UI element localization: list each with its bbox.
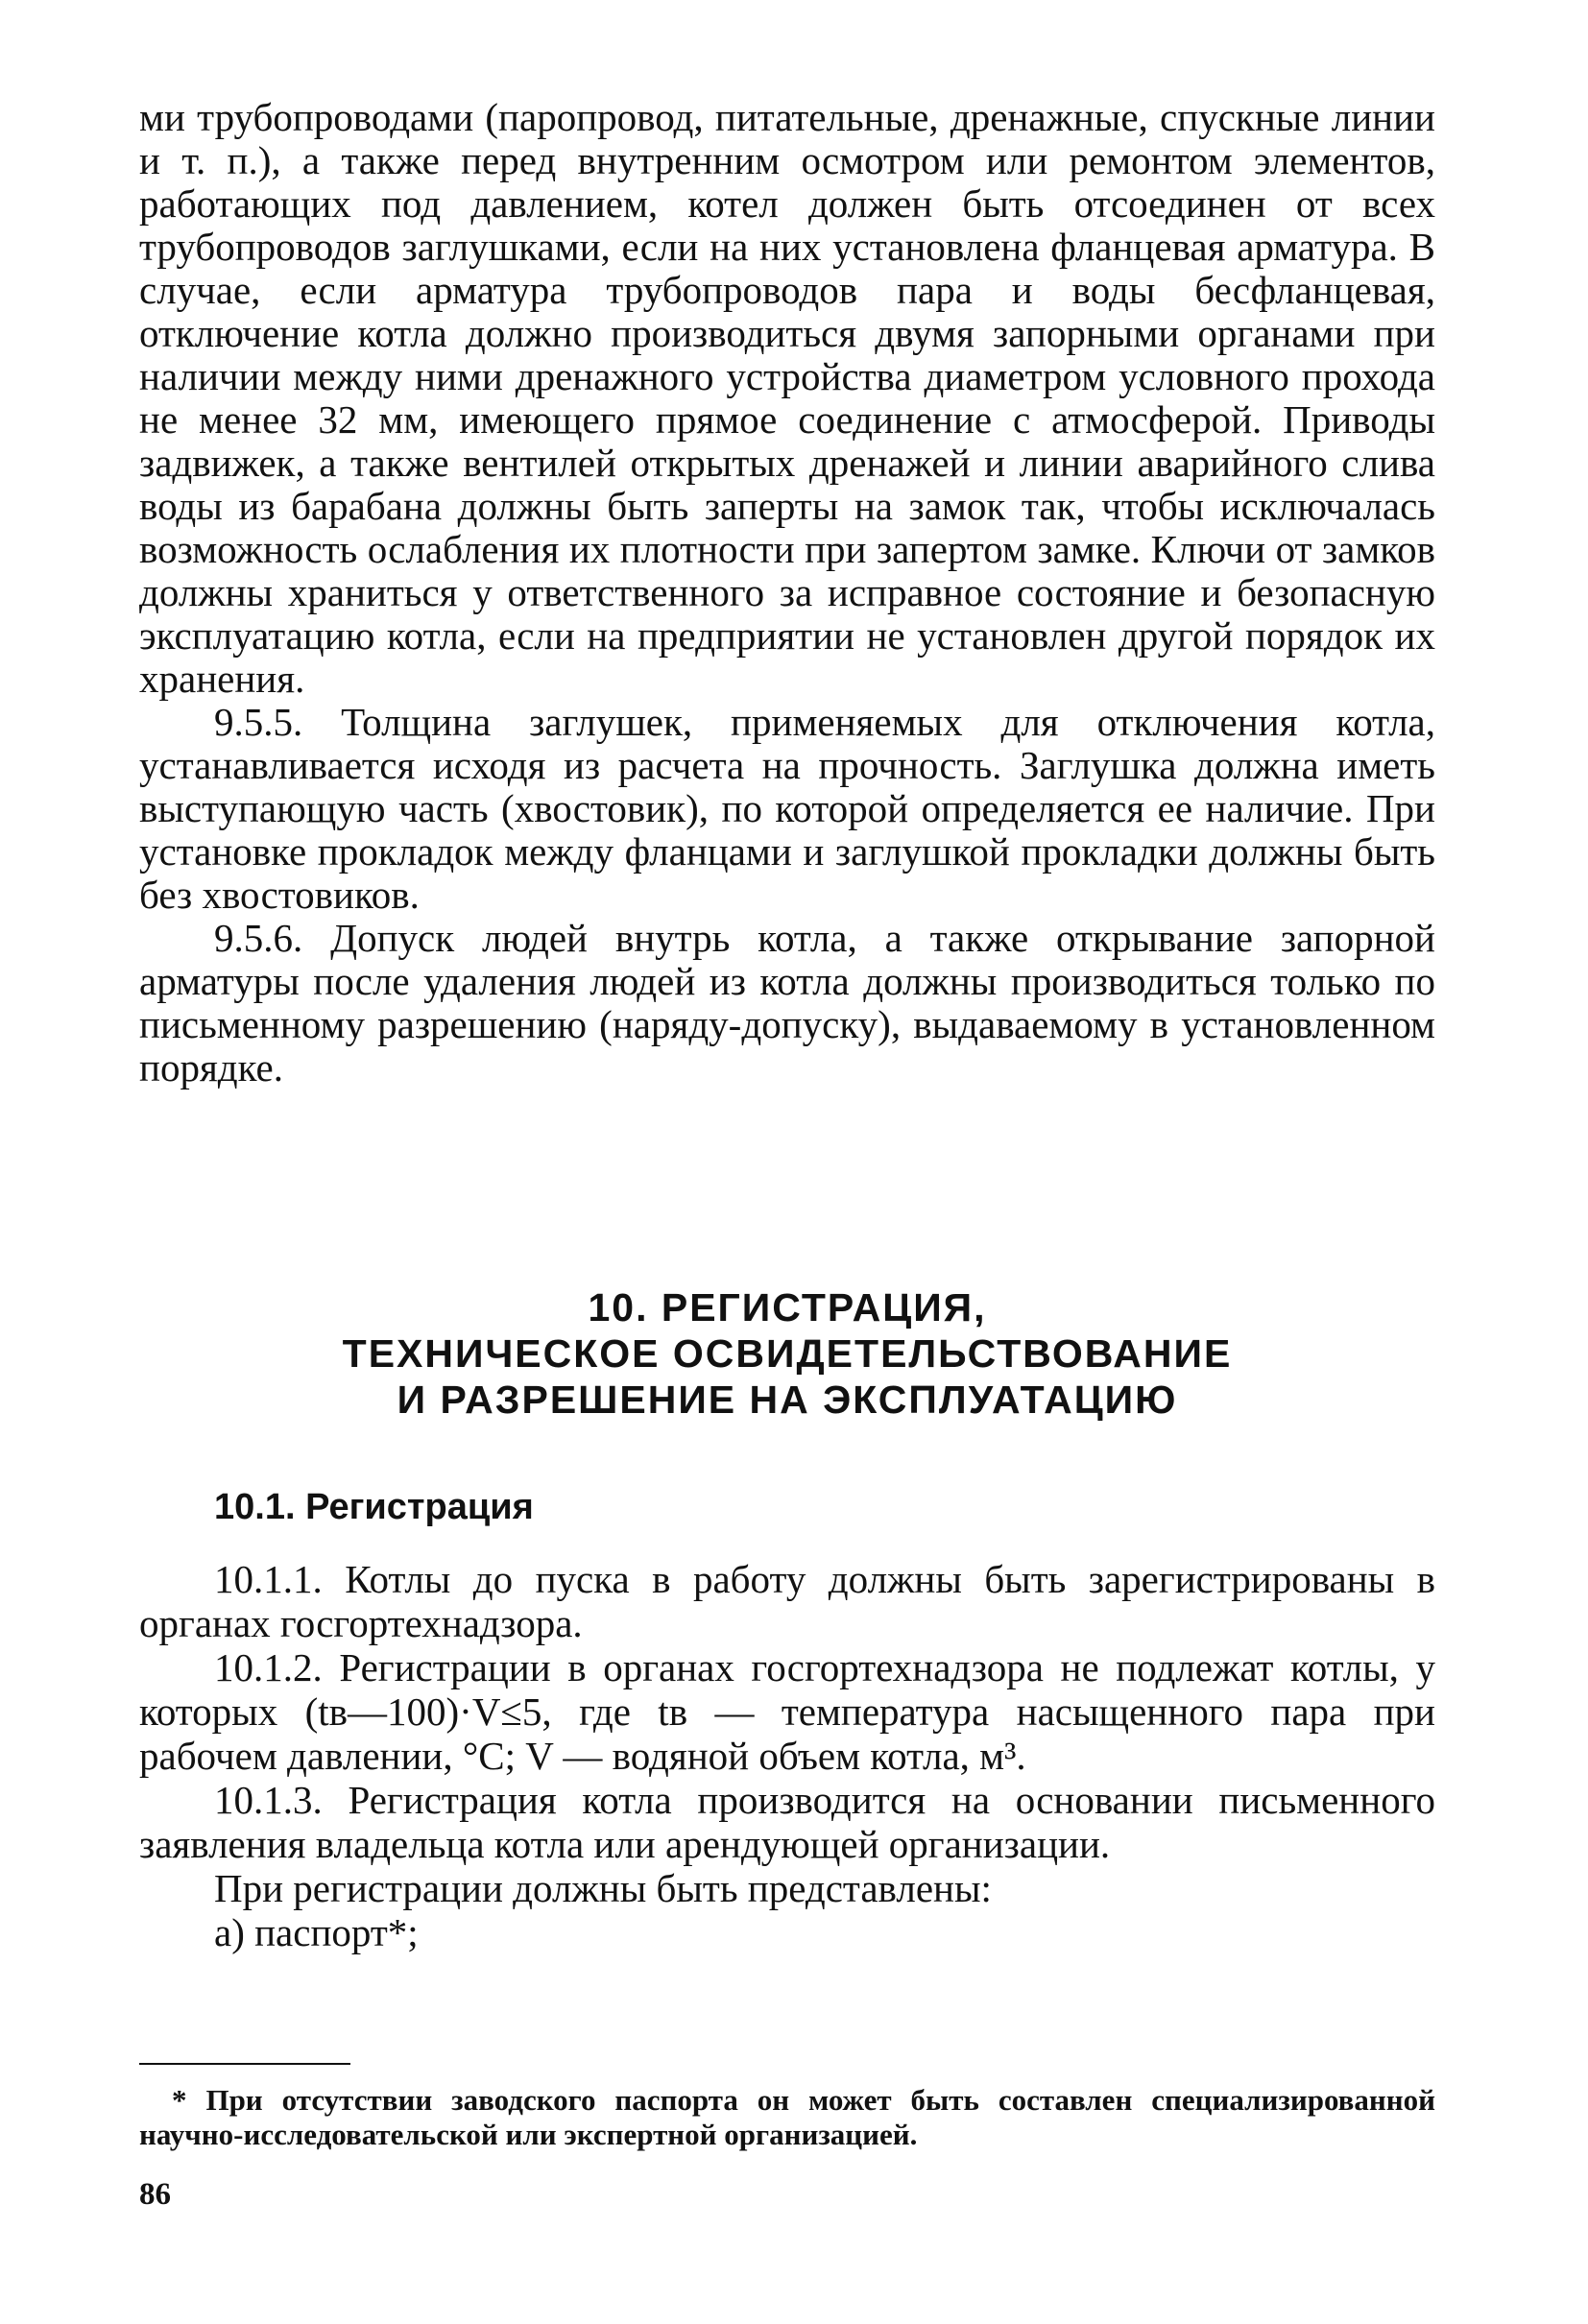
- heading-line-2: ТЕХНИЧЕСКОЕ ОСВИДЕТЕЛЬСТВОВАНИЕ: [342, 1331, 1233, 1376]
- paragraph-9-5-5: 9.5.5. Толщина заглушек, применяемых для отключения котла, устанавливается исходя из расчета на прочность. Заглушка должна иметь выступающую часть (хвостовик), по которой определяется ее наличие. При установке прокладок между фланцами и заглушкой прокладки должны быть без хвостовиков.: [139, 700, 1435, 917]
- subsection-heading: 10.1. Регистрация: [214, 1487, 534, 1527]
- paragraph-9-5-6: 9.5.6. Допуск людей внутрь котла, а также открывание запорной арматуры после удаления людей из котла должны производиться только по письменному разрешению (наряду-допуску), выдаваемому в установленном порядке.: [139, 916, 1435, 1090]
- heading-line-1: 10. РЕГИСТРАЦИЯ,: [588, 1285, 987, 1330]
- paragraph-10-1-1: 10.1.1. Котлы до пуска в работу должны быть зарегистрированы в органах госгортехнадзора.: [139, 1557, 1435, 1645]
- heading-line-3: И РАЗРЕШЕНИЕ НА ЭКСПЛУАТАЦИЮ: [397, 1378, 1178, 1422]
- section-text: [139, 1557, 1435, 1954]
- paragraph-list-intro: При регистрации должны быть представлены:: [214, 1866, 992, 1910]
- body-text: [139, 96, 1435, 1090]
- footnote-divider: [139, 2063, 350, 2065]
- paragraph-10-1-2: 10.1.2. Регистрации в органах госгортехнадзора не подлежат котлы, у которых (tв—100)·V≤5, где tв — температура насыщенного пара при рабочем давлении, °С; V — водяной объем котла, м³.: [139, 1645, 1435, 1778]
- footnote: * При отсутствии заводского паспорта он может быть составлен специализированной научно-исследовательской или экспертной организацией.: [139, 2083, 1435, 2151]
- paragraph-10-1-3: 10.1.3. Регистрация котла производится на основании письменного заявления владельца котла или арендующей организации.: [139, 1778, 1435, 1866]
- paragraph-continuation: ми трубопроводами (паропровод, питательные, дренажные, спускные линии и т. п.), а также перед внутренним осмотром или ремонтом элементов, работающих под давлением, котел должен быть отсоединен от всех трубопроводов заглушками, если на них установлена фланцевая арматура. В случае, если арматура трубопроводов пара и воды бесфланцевая, отключение котла должно производиться двумя запорными органами при наличии между ними дренажного устройства диаметром условного прохода не менее 32 мм, имеющего прямое соединение с атмосферой. Приводы задвижек, а также вентилей открытых дренажей и линии аварийного слива воды из барабана должны быть заперты на замок так, чтобы исключалась возможность ослабления их плотности при запертом замке. Ключи от замков должны храниться у ответственного за исправное состояние и безопасную эксплуатацию котла, если на предприятии не установлен другой порядок их хранения.: [139, 95, 1435, 701]
- section-heading: [139, 1284, 1435, 1423]
- page-number: 86: [139, 2177, 171, 2212]
- list-item-a: а) паспорт*;: [214, 1910, 419, 1954]
